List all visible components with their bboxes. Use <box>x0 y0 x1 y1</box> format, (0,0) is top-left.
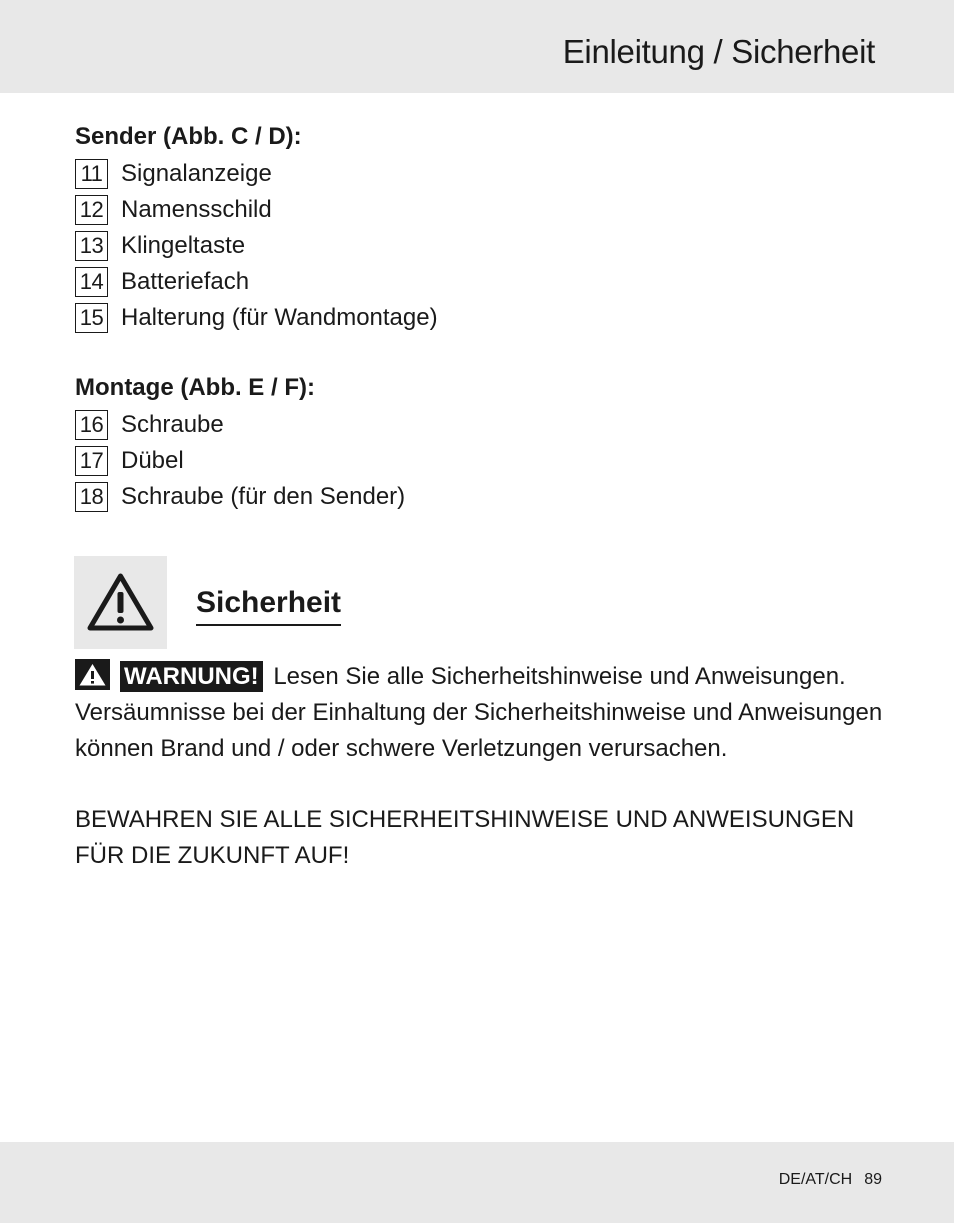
part-label: Halterung (für Wandmontage) <box>121 304 438 331</box>
list-item <box>75 156 438 192</box>
warning-label: WARNUNG! <box>120 661 263 692</box>
part-number-box: 14 <box>75 267 108 297</box>
part-label: Batteriefach <box>121 268 250 295</box>
part-number-box: 12 <box>75 195 108 225</box>
region-code: DE/AT/CH <box>778 1171 853 1188</box>
part-label: Schraube <box>121 411 224 438</box>
sender-heading: Sender (Abb. C / D): <box>75 123 302 150</box>
montage-heading: Montage (Abb. E / F): <box>75 374 315 401</box>
list-item <box>75 192 438 228</box>
keep-instructions-text: BEWAHREN SIE ALLE SICHERHEITSHINWEISE UND ANWEISUNGEN FÜR DIE ZUKUNFT AUF! <box>75 806 855 869</box>
part-label: Dübel <box>121 447 184 474</box>
list-item <box>75 300 438 336</box>
part-label: Schraube (für den Sender) <box>121 483 406 510</box>
list-item <box>75 479 405 515</box>
warning-text: Lesen Sie alle Sicherheitshinweise und Anweisungen. Versäumnisse bei der Einhaltung der Sicherheitshinweise und Anweisungen können Brand und / oder schwere Verletzungen verursachen. <box>75 663 883 762</box>
part-number-box: 11 <box>75 159 108 189</box>
page-footer <box>0 1142 954 1223</box>
page-number: 89 <box>864 1171 882 1188</box>
list-item <box>75 228 438 264</box>
list-item <box>75 407 405 443</box>
safety-heading: Sicherheit <box>196 584 341 626</box>
warning-triangle-icon <box>77 661 108 688</box>
sender-parts-list <box>75 156 438 336</box>
list-item <box>75 264 438 300</box>
page-header <box>0 0 954 93</box>
footer-info <box>779 1169 882 1191</box>
list-item <box>75 443 405 479</box>
part-number-box: 16 <box>75 410 108 440</box>
warning-paragraph <box>75 659 885 767</box>
montage-parts-list <box>75 407 405 515</box>
part-number-box: 15 <box>75 303 108 333</box>
part-number-box: 13 <box>75 231 108 261</box>
warning-small-box <box>75 659 110 690</box>
safety-icon-box <box>74 556 167 649</box>
part-label: Klingeltaste <box>121 232 246 259</box>
part-number-box: 17 <box>75 446 108 476</box>
part-label: Namensschild <box>121 196 272 223</box>
part-number-box: 18 <box>75 482 108 512</box>
warning-triangle-icon <box>86 572 155 632</box>
page-title: Einleitung / Sicherheit <box>562 33 875 70</box>
part-label: Signalanzeige <box>121 160 272 187</box>
